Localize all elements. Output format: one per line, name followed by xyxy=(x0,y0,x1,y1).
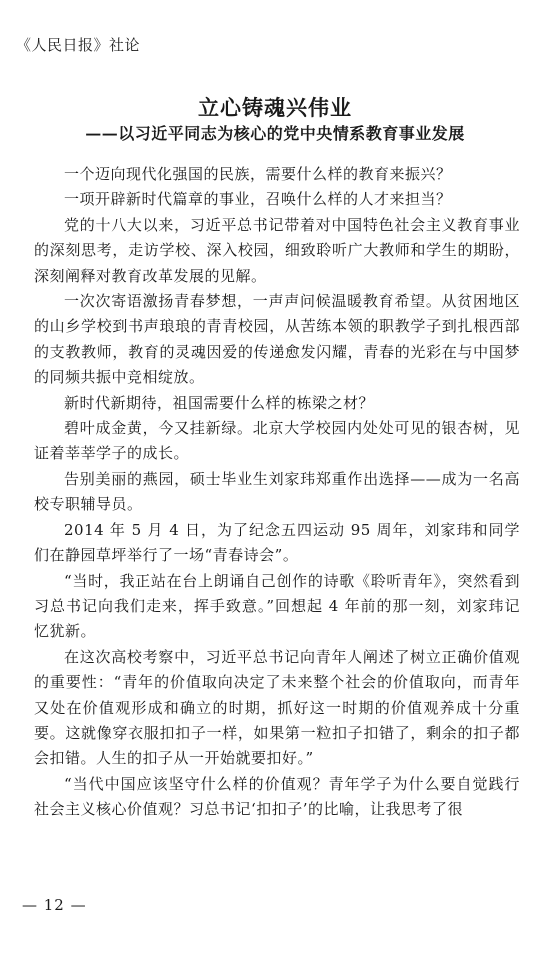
publication-header: 《人民日报》社论 xyxy=(16,36,141,54)
paragraph: “当时，我正站在台上朗诵自己创作的诗歌《聆听青年》，突然看到习总书记向我们走来，挥手致意。”回想起 4 年前的那一刻，刘家玮记忆犹新。 xyxy=(34,571,520,641)
paragraph: 党的十八大以来，习近平总书记带着对中国特色社会主义教育事业的深刻思考，走访学校、深入校园，细致聆听广大教师和学生的期盼，深刻阐释对教育改革发展的见解。 xyxy=(34,215,520,285)
paragraph: 在这次高校考察中，习近平总书记向青年人阐述了树立正确价值观的重要性：“青年的价值取向决定了未来整个社会的价值取向，而青年又处在价值观形成和确立的时期，抓好这一时期的价值观养成十分重要。这就像穿衣服扣扣子一样，如果第一粒扣子扣错了，剩余的扣子都会扣错。人生的扣子从一开始就要扣好。” xyxy=(34,647,520,768)
page-number: — 12 — xyxy=(22,896,87,914)
paragraph: 2014 年 5 月 4 日，为了纪念五四运动 95 周年，刘家玮和同学们在静园草坪举行了一场“青春诗会”。 xyxy=(34,520,520,565)
paragraph: 告别美丽的燕园，硕士毕业生刘家玮郑重作出选择——成为一名高校专职辅导员。 xyxy=(34,469,520,514)
article-title: 立心铸魂兴伟业 xyxy=(198,95,352,120)
paragraph: 一项开辟新时代篇章的事业，召唤什么样的人才来担当？ xyxy=(64,190,452,209)
article-body xyxy=(34,162,520,823)
paragraph: 新时代新期待，祖国需要什么样的栋梁之材？ xyxy=(64,393,375,412)
paragraph: 一个迈向现代化强国的民族，需要什么样的教育来振兴？ xyxy=(64,165,452,183)
article-subtitle: ——以习近平同志为核心的党中央情系教育事业发展 xyxy=(85,124,465,143)
paragraph: “当代中国应该坚守什么样的价值观？青年学子为什么要自觉践行社会主义核心价值观？习总书记‘扣扣子’的比喻，让我思考了很 xyxy=(34,774,520,819)
paragraph: 一次次寄语激扬青春梦想，一声声问候温暖教育希望。从贫困地区的山乡学校到书声琅琅的青青校园，从苦练本领的职教学子到扎根西部的支教教师，教育的灵魂因爱的传递愈发闪耀，青春的光彩在与中国梦的同频共振中竞相绽放。 xyxy=(34,292,520,387)
paragraph: 碧叶成金黄，今又挂新绿。北京大学校园内处处可见的银杏树，见证着莘莘学子的成长。 xyxy=(34,419,520,463)
